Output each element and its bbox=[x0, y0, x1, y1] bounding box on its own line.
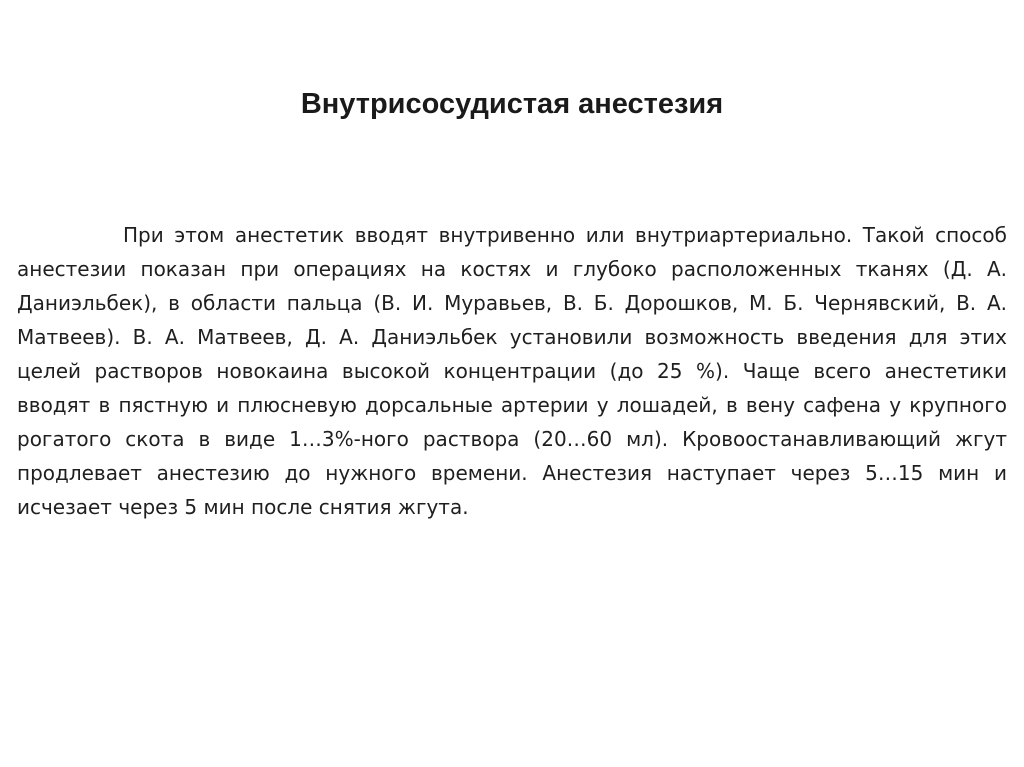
slide-title: Внутрисосудистая анестезия bbox=[300, 88, 724, 120]
slide-body-text: При этом анестетик вводят внутривенно или внутриартериально. Такой способ анестезии показан при операциях на костях и глубоко расположенных тканях (Д. А. Даниэльбек), в области пальца (В. И. Муравьев, В. Б. Дорошков, М. Б. Чернявский, В. А. Матвеев). В. А. Матвеев, Д. А. Даниэльбек установили возможность введения для этих целей растворов новокаина высокой концентрации (до 25 %). Чаще всего анестетики вводят в пястную и плюсневую дорсальные артерии у лошадей, в вену сафена у крупного рогатого скота в виде 1…3%-ного раствора (20…60 мл). Кровоостанавливающий жгут продлевает анестезию до нужного времени. Анестезия наступает через 5…15 мин и исчезает через 5 мин после снятия жгута. bbox=[17, 223, 1007, 519]
